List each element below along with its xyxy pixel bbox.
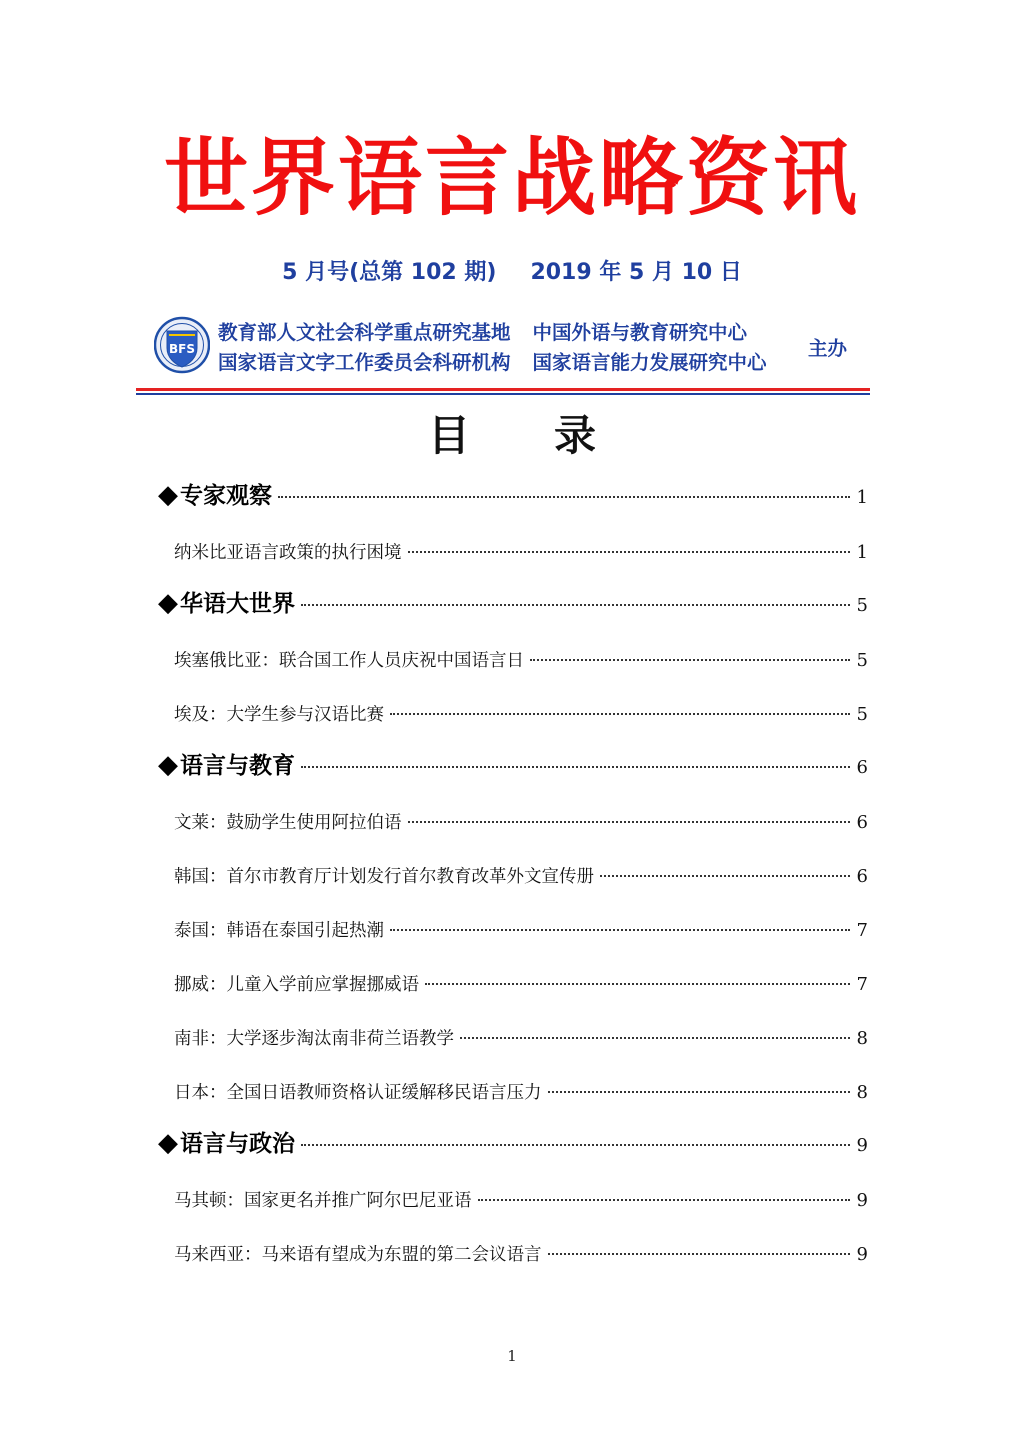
toc-page-number: 7 (856, 920, 868, 941)
toc-entry-title: 日本：全国日语教师资格认证缓解移民语言压力 (174, 1083, 542, 1103)
toc-entry[interactable] (158, 526, 868, 580)
diamond-bullet-icon: ◆ (158, 1128, 178, 1158)
dot-leader (425, 983, 850, 985)
toc-entry[interactable] (158, 904, 868, 958)
toc-page-number: 5 (856, 650, 868, 671)
diamond-bullet-icon: ◆ (158, 480, 178, 510)
diamond-bullet-icon: ◆ (158, 588, 178, 618)
logo-text: BFS (169, 342, 195, 356)
toc-heading: 目 录 (427, 411, 596, 460)
toc-page-number: 1 (856, 487, 868, 508)
toc-entry-title: 韩国：首尔市教育厅计划发行首尔教育改革外文宣传册 (174, 867, 594, 887)
toc-entry-title: 泰国：韩语在泰国引起热潮 (174, 921, 384, 941)
toc-section-title: 语言与教育 (180, 753, 295, 779)
toc-page-number: 6 (856, 757, 868, 778)
sponsor-row (218, 318, 767, 348)
sponsor-name: 国家语言文字工作委员会科研机构 (218, 351, 511, 374)
dot-leader (301, 766, 850, 768)
toc-entry[interactable] (158, 1174, 868, 1228)
page-number-footer: 1 (507, 1347, 517, 1365)
toc-entry-title: 南非：大学逐步淘汰南非荷兰语教学 (174, 1029, 454, 1049)
dot-leader (548, 1253, 851, 1255)
dot-leader (301, 604, 850, 606)
diamond-bullet-icon: ◆ (158, 750, 178, 780)
toc-entry-title: 挪威：儿童入学前应掌握挪威语 (174, 975, 419, 995)
dot-leader (408, 821, 851, 823)
sponsor-list (218, 318, 767, 378)
toc-section-title: 语言与政治 (180, 1131, 295, 1157)
dot-leader (390, 929, 850, 931)
dot-leader (390, 713, 850, 715)
toc-page-number: 9 (856, 1135, 868, 1156)
toc-page-number: 5 (856, 704, 868, 725)
issue-date: 2019 年 5 月 10 日 (530, 260, 742, 285)
toc-entry-title: 埃塞俄比亚：联合国工作人员庆祝中国语言日 (174, 651, 524, 671)
dot-leader (600, 875, 850, 877)
sponsor-row (218, 348, 767, 378)
host-label: 主办 (808, 337, 848, 360)
dot-leader (460, 1037, 850, 1039)
issue-line (0, 258, 1024, 288)
toc-entry-title: 马来西亚：马来语有望成为东盟的第二会议语言 (174, 1245, 542, 1265)
toc-page-number: 8 (856, 1082, 868, 1103)
toc-page-number: 1 (856, 542, 868, 563)
header-divider-red (136, 388, 870, 391)
toc-page-number: 8 (856, 1028, 868, 1049)
toc-page-number: 6 (856, 866, 868, 887)
sponsor-name: 国家语言能力发展研究中心 (532, 351, 767, 374)
dot-leader (301, 1144, 850, 1146)
header-divider-blue (136, 393, 870, 395)
publication-title: 世界语言战略资讯 (163, 129, 860, 227)
toc-section[interactable] (158, 472, 868, 526)
toc-section-title: 专家观察 (180, 483, 272, 509)
toc-section-title: 华语大世界 (180, 591, 295, 617)
table-of-contents (158, 472, 868, 1282)
toc-entry[interactable] (158, 1228, 868, 1282)
toc-page-number: 9 (856, 1244, 868, 1265)
toc-entry[interactable] (158, 634, 868, 688)
toc-page-number: 6 (856, 812, 868, 833)
toc-entry[interactable] (158, 688, 868, 742)
dot-leader (530, 659, 850, 661)
toc-entry[interactable] (158, 1066, 868, 1120)
dot-leader (408, 551, 851, 553)
toc-entry-title: 埃及：大学生参与汉语比赛 (174, 705, 384, 725)
toc-entry[interactable] (158, 796, 868, 850)
sponsor-name: 中国外语与教育研究中心 (532, 321, 748, 344)
bfsu-logo-icon (154, 314, 210, 376)
toc-section[interactable] (158, 580, 868, 634)
dot-leader (478, 1199, 851, 1201)
dot-leader (278, 496, 850, 498)
toc-entry-title: 纳米比亚语言政策的执行困境 (174, 543, 402, 563)
toc-entry-title: 文莱：鼓励学生使用阿拉伯语 (174, 813, 402, 833)
toc-entry-title: 马其顿：国家更名并推广阿尔巴尼亚语 (174, 1191, 472, 1211)
toc-page-number: 5 (856, 595, 868, 616)
toc-page-number: 9 (856, 1190, 868, 1211)
issue-number: 5 月号(总第 102 期) (282, 260, 497, 285)
toc-entry[interactable] (158, 1012, 868, 1066)
toc-page-number: 7 (856, 974, 868, 995)
sponsor-name: 教育部人文社会科学重点研究基地 (218, 321, 511, 344)
toc-entry[interactable] (158, 850, 868, 904)
dot-leader (548, 1091, 851, 1093)
toc-section[interactable] (158, 1120, 868, 1174)
toc-section[interactable] (158, 742, 868, 796)
toc-entry[interactable] (158, 958, 868, 1012)
